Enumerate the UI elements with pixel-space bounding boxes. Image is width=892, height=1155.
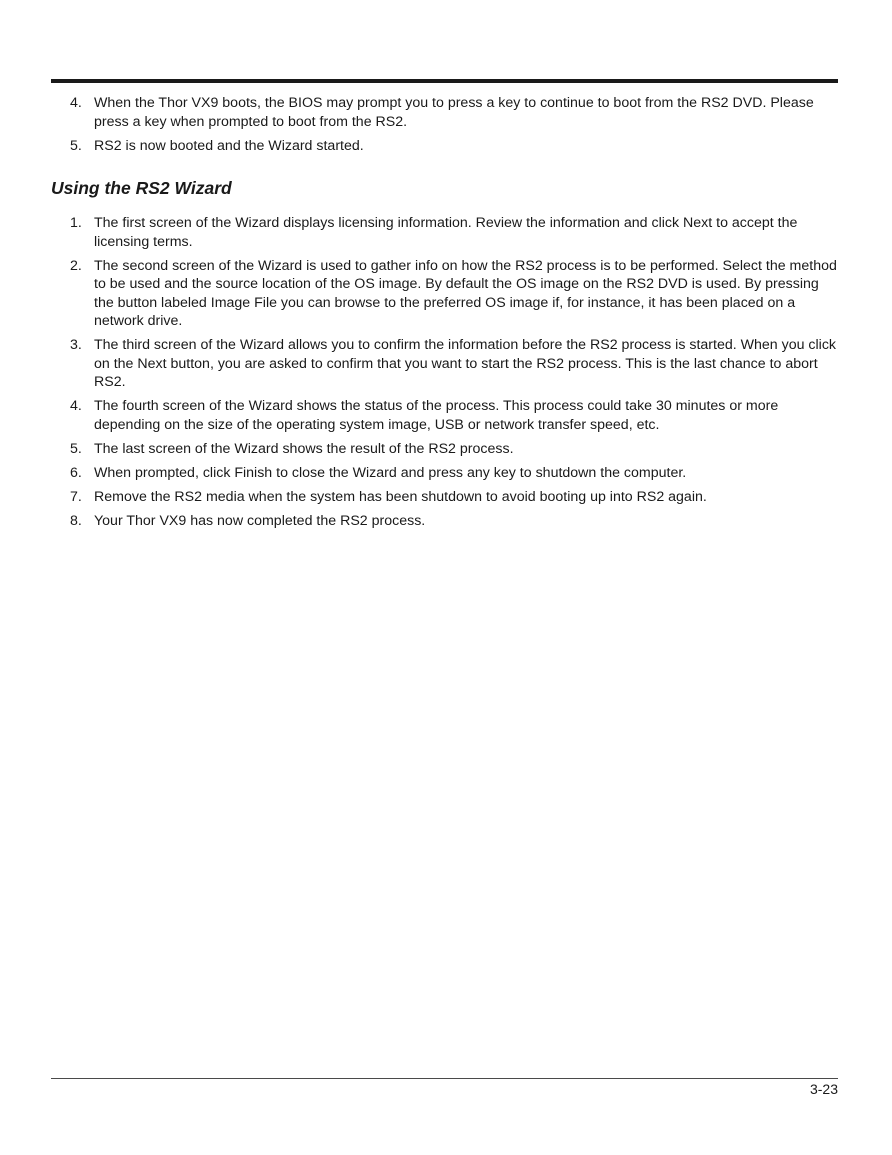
list-item: [51, 214, 838, 251]
wizard-steps-list: [51, 214, 838, 536]
list-item: [51, 397, 838, 434]
list-item: [51, 464, 838, 483]
page-number: 3-23: [809, 1081, 838, 1097]
step-text: The last screen of the Wizard shows the result of the RS2 process.: [94, 440, 514, 457]
step-text: The third screen of the Wizard allows you to confirm the information before the RS2 process is started. When you click on the Next button, you are asked to confirm that you want to start the RS2 process. This is the last chance to abort RS2.: [94, 337, 837, 390]
step-number: 2.: [70, 257, 82, 274]
step-text: Remove the RS2 media when the system has been shutdown to avoid booting up into RS2 again.: [94, 488, 707, 505]
step-text: When the Thor VX9 boots, the BIOS may prompt you to press a key to continue to boot from the RS2 DVD. Please press a key when prompted to boot from the RS2.: [94, 95, 814, 130]
step-number: 8.: [70, 512, 82, 529]
step-number: 1.: [70, 215, 82, 231]
step-text: When prompted, click Finish to close the Wizard and press any key to shutdown the computer.: [94, 464, 687, 481]
step-number: 4.: [70, 398, 82, 414]
list-item: [51, 336, 838, 392]
step-number: 7.: [70, 488, 82, 505]
list-item: [51, 440, 838, 459]
list-item: [51, 512, 838, 531]
step-text: The first screen of the Wizard displays licensing information. Review the information and click Next to accept the licensing terms.: [94, 215, 798, 250]
section-heading: Using the RS2 Wizard: [51, 178, 232, 198]
header-rule: [51, 79, 838, 83]
step-number: 5.: [70, 440, 82, 457]
step-number: 6.: [70, 464, 82, 481]
list-item: [51, 94, 838, 131]
footer-rule: [51, 1078, 838, 1079]
step-number: 3.: [70, 337, 82, 353]
step-text: RS2 is now booted and the Wizard started.: [94, 137, 364, 154]
step-text: Your Thor VX9 has now completed the RS2 process.: [94, 512, 426, 529]
list-item: [51, 137, 838, 156]
list-item: [51, 257, 838, 331]
step-number: 5.: [70, 137, 82, 154]
steps-list-continued: [51, 94, 838, 161]
step-text: The second screen of the Wizard is used to gather info on how the RS2 process is to be performed. Select the method to be used and the source location of the OS image. By default the OS image on the RS2 DVD is used. By pressing the button labeled Image File you can browse to the preferred OS image if, for instance, it has been placed on a network drive.: [94, 257, 837, 329]
step-text: The fourth screen of the Wizard shows the status of the process. This process could take 30 minutes or more depending on the size of the operating system image, USB or network transfer speed, etc.: [94, 398, 779, 433]
step-number: 4.: [70, 95, 82, 111]
list-item: [51, 488, 838, 507]
